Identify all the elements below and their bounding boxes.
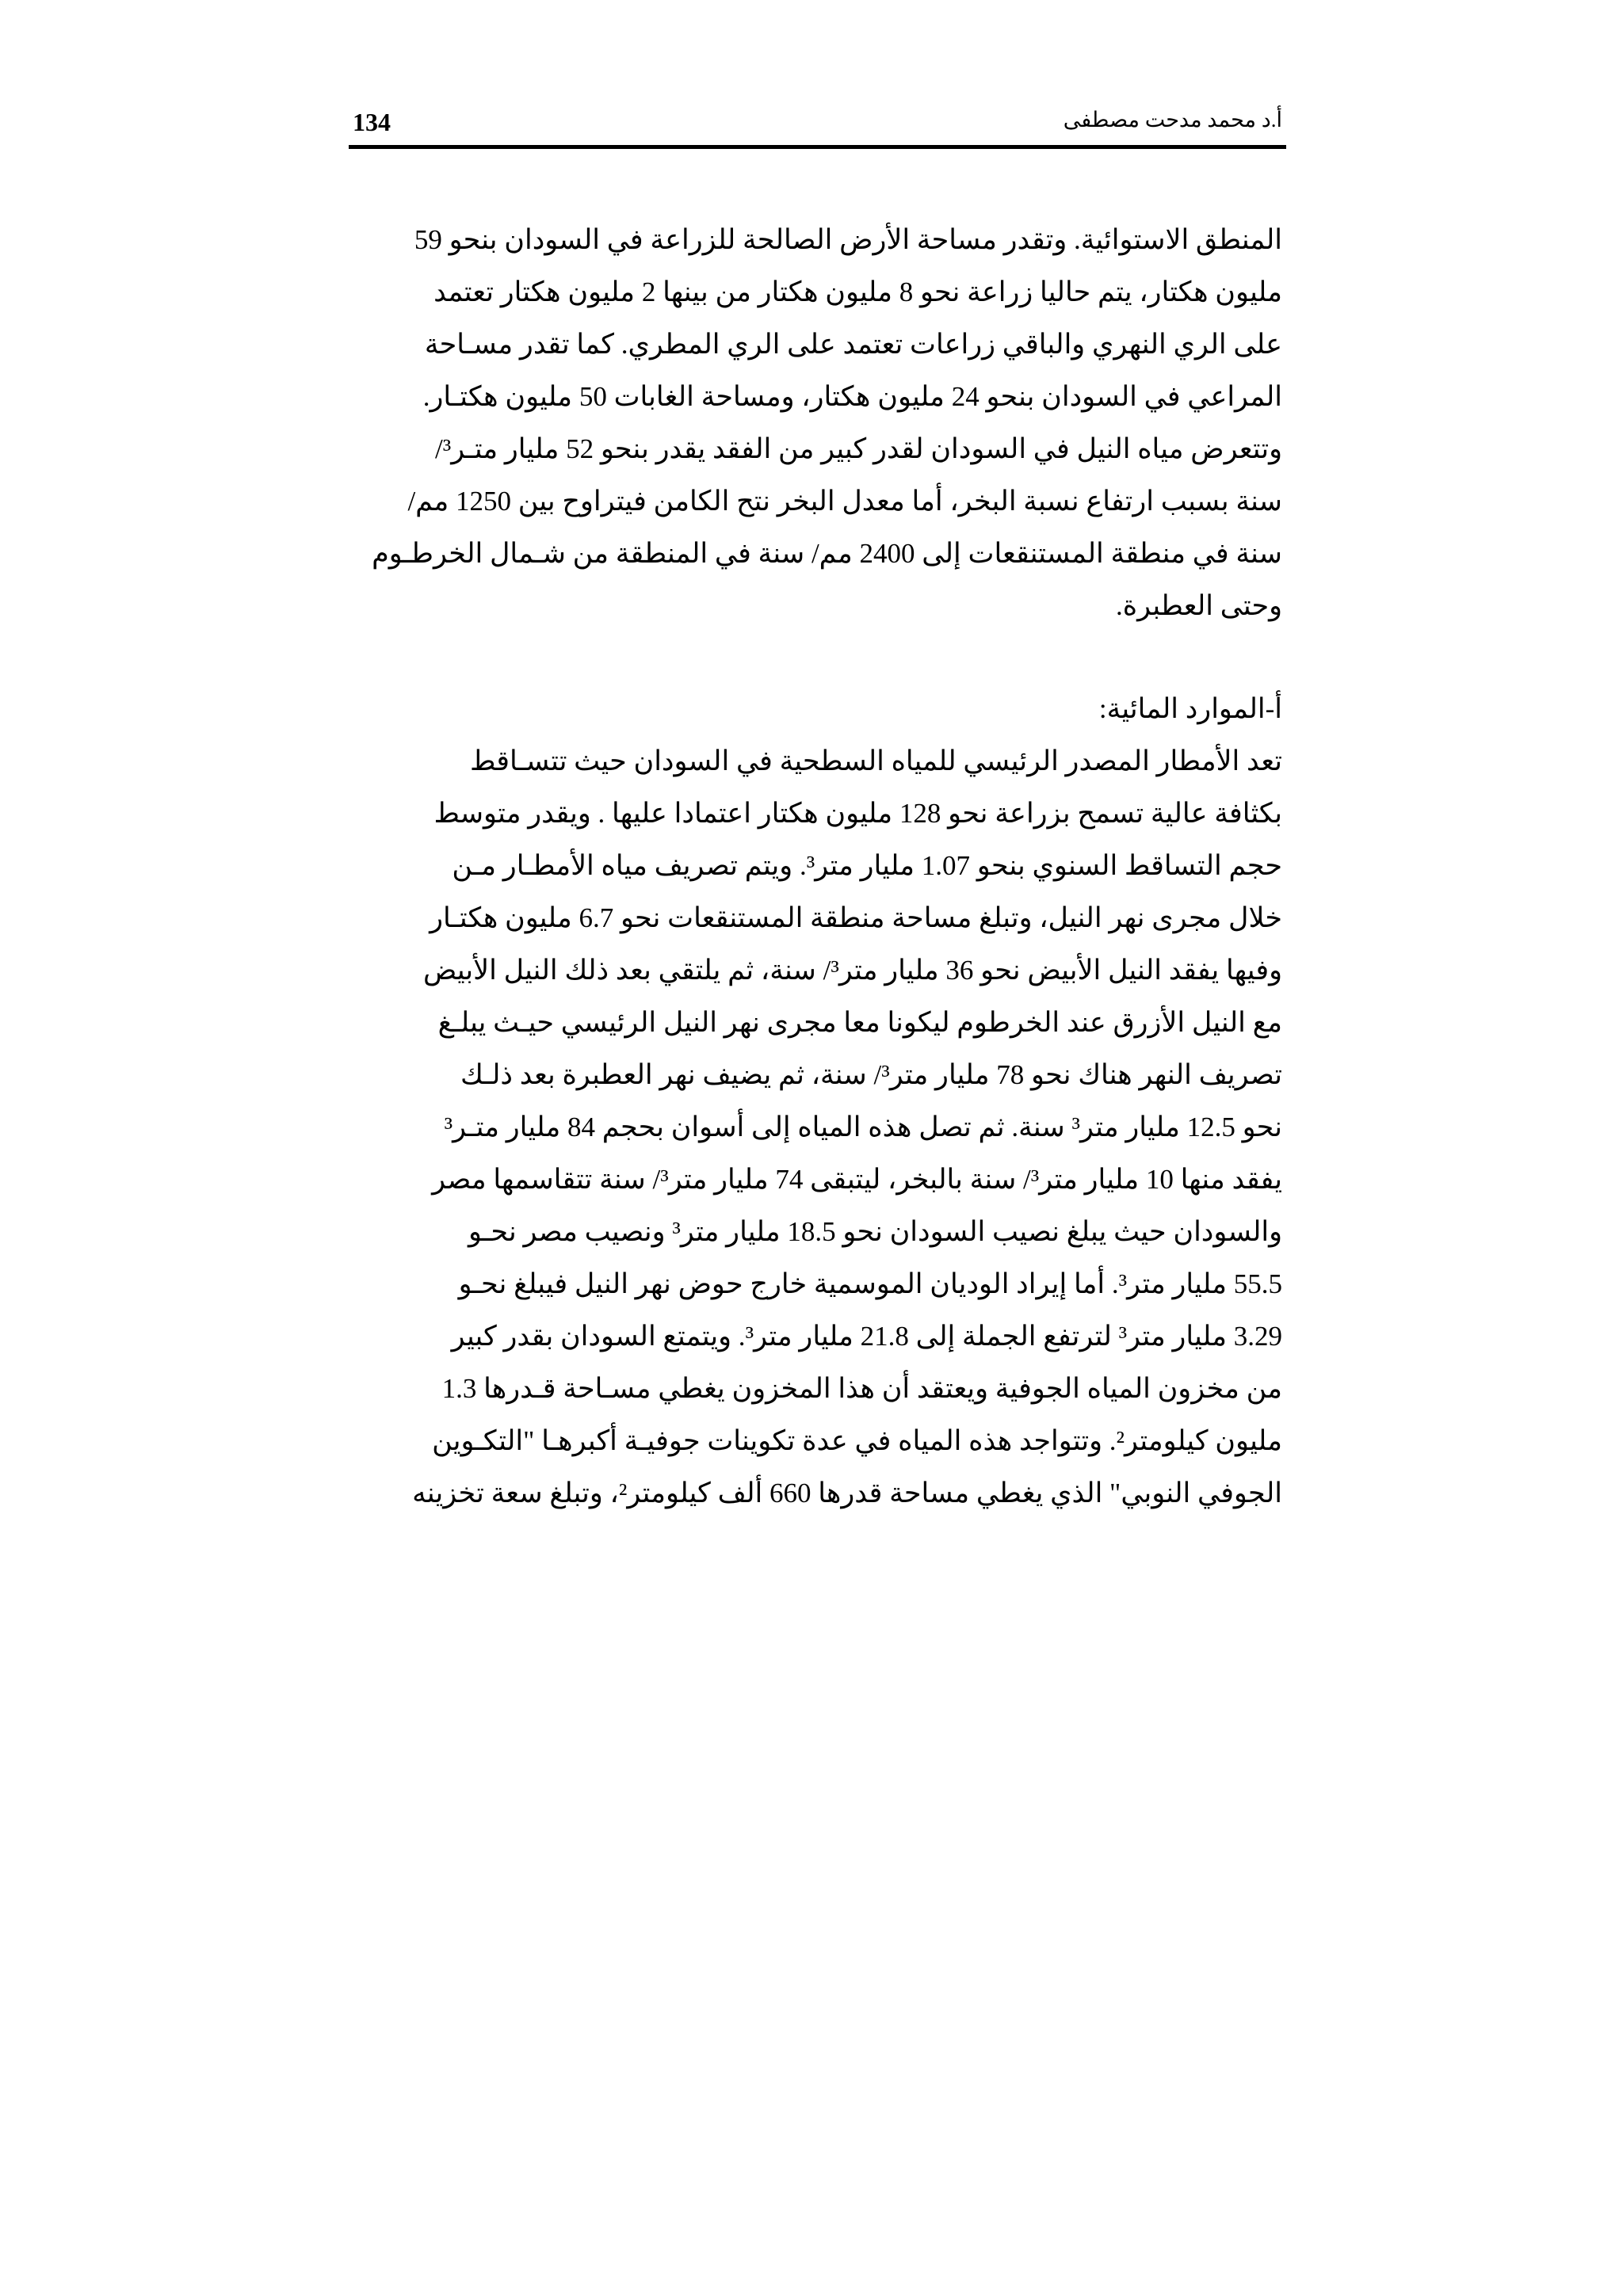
text-line: تصريف النهر هناك نحو 78 مليار متر³/ سنة، ثم يضيف نهر العطبرة بعد ذلـك: [460, 1059, 1282, 1090]
text-line: المنطق الاستوائية. وتقدر مساحة الأرض الصالحة للزراعة في السودان بنحو 59: [414, 224, 1282, 255]
text-line: الجوفي النوبي" الذي يغطي مساحة قدرها 660 ألف كيلومتر²، وتبلغ سعة تخزينه: [412, 1478, 1282, 1508]
author-name: أ.د محمد مدحت مصطفى: [1063, 108, 1282, 132]
text-line: مليون كيلومتر². وتتواجد هذه المياه في عدة تكوينات جوفيـة أكبرهـا "التكـوين: [432, 1425, 1282, 1456]
text-line: 3.29 مليار متر³ لترتفع الجملة إلى 21.8 مليار متر³. ويتمتع السودان بقدر كبير: [451, 1321, 1282, 1352]
text-line: مليون هكتار، يتم حاليا زراعة نحو 8 مليون هكتار من بينها 2 مليون هكتار تعتمد: [433, 277, 1282, 307]
text-line: مع النيل الأزرق عند الخرطوم ليكونا معا مجرى نهر النيل الرئيسي حيـث يبلـغ: [437, 1007, 1282, 1038]
paragraph-gap: [349, 632, 1282, 683]
text-line: المراعي في السودان بنحو 24 مليون هكتار، ومساحة الغابات 50 مليون هكتـار.: [422, 381, 1282, 412]
text-line: 55.5 مليار متر³. أما إيراد الوديان الموسمية خارج حوض نهر النيل فيبلغ نحـو: [458, 1268, 1282, 1299]
text-line: وتتعرض مياه النيل في السودان لقدر كبير من الفقد يقدر بنحو 52 مليار متـر³/: [435, 433, 1282, 464]
section-title: أ-الموارد المائية:: [1098, 693, 1282, 724]
text-line: والسودان حيث يبلغ نصيب السودان نحو 18.5 مليار متر³ ونصيب مصر نحـو: [468, 1216, 1282, 1247]
paragraph-1: [349, 214, 1282, 632]
text-line: سنة في منطقة المستنقعات إلى 2400 مم/ سنة في المنطقة من شـمال الخرطـوم: [372, 538, 1282, 569]
text-line: على الري النهري والباقي زراعات تعتمد على الري المطري. كما تقدر مسـاحة: [424, 329, 1282, 360]
body-text: [349, 214, 1282, 1520]
page-header: [353, 101, 1282, 149]
text-line: حجم التساقط السنوي بنحو 1.07 مليار متر³. ويتم تصريف مياه الأمطـار مـن: [452, 850, 1282, 881]
text-line: خلال مجرى نهر النيل، وتبلغ مساحة منطقة المستنقعات نحو 6.7 مليون هكتـار: [430, 902, 1282, 933]
paragraph-2: [349, 735, 1282, 1520]
text-line: سنة بسبب ارتفاع نسبة البخر، أما معدل البخر نتح الكامن فيتراوح بين 1250 مم/: [407, 486, 1282, 517]
page-number: 134: [353, 108, 391, 136]
text-line: من مخزون المياه الجوفية ويعتقد أن هذا المخزون يغطي مسـاحة قـدرها 1.3: [441, 1373, 1282, 1404]
text-line: وفيها يفقد النيل الأبيض نحو 36 مليار متر³/ سنة، ثم يلتقي بعد ذلك النيل الأبيض: [422, 955, 1282, 986]
text-line: تعد الأمطار المصدر الرئيسي للمياه السطحية في السودان حيث تتسـاقط: [470, 746, 1282, 776]
text-line: نحو 12.5 مليار متر³ سنة. ثم تصل هذه المياه إلى أسوان بحجم 84 مليار متـر³: [444, 1112, 1282, 1142]
text-line: وحتى العطبرة.: [1116, 590, 1282, 621]
header-rule: [349, 145, 1286, 149]
text-line: يفقد منها 10 مليار متر³/ سنة بالبخر، ليتبقى 74 مليار متر³/ سنة تتقاسمها مصر: [432, 1164, 1282, 1195]
text-line: بكثافة عالية تسمح بزراعة نحو 128 مليون هكتار اعتمادا عليها . ويقدر متوسط: [433, 798, 1282, 829]
